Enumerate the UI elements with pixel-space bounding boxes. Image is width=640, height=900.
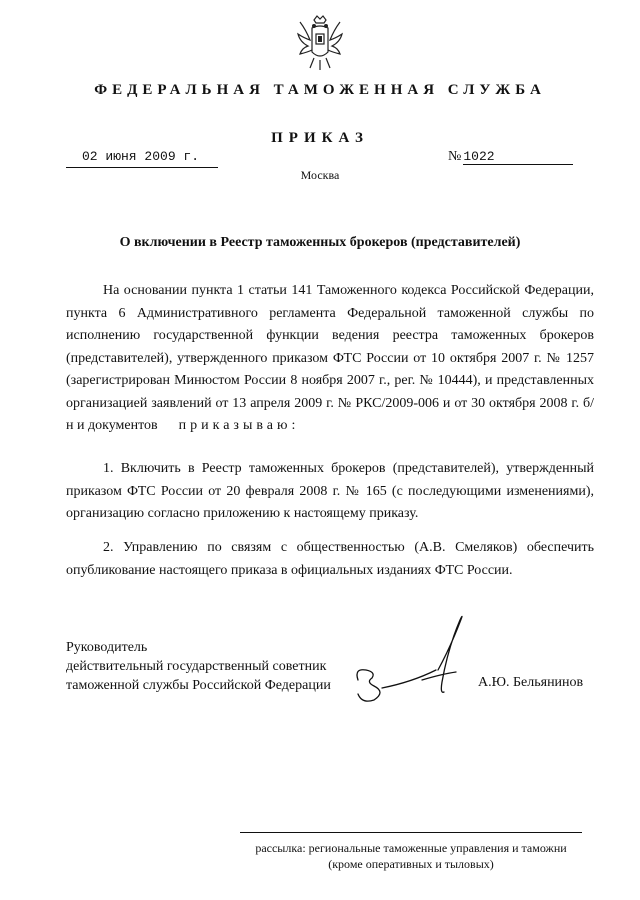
order-subject: О включении в Реестр таможенных брокеров (представителей) [119,235,521,250]
coat-of-arms-icon [288,14,352,72]
order-word: приказываю: [178,418,300,433]
distribution-line-1: рассылка: региональные таможенные управления и таможни [255,841,567,855]
signatory-title-line-3: таможенной службы Российской Федерации [66,678,331,693]
signer-name: А.Ю. Бельянинов [478,675,584,690]
order-item-2: 2. Управлению по связям с общественностью (А.В. Смеляков) обеспечить опубликование настоящего приказа в официальных изданиях ФТС России. [66,540,594,578]
order-number-field [448,149,594,168]
order-item-1: 1. Включить в Реестр таможенных брокеров (представителей), утвержденный приказом ФТС России от 20 февраля 2008 г. № 165 (с последующими изменениями), организацию согласно приложению к настоящему приказу. [66,461,594,521]
basis-text: На основании пункта 1 статьи 141 Таможенного кодекса Российской Федерации, пункта 6 Административного регламента Федеральной таможенной службы по исполнению государственной функции ведения реестра таможенных брокеров (представителей), утвержденного приказом ФТС России от 10 октября 2007 г. № 1257 (зарегистрирован Минюстом России 8 ноября 2007 г., рег. № 10444), и представленных организацией заявлений от 13 апреля 2009 г. № РКС/2009-006 и от 30 октября 2008 г. б/н и документов [66,283,594,433]
distribution-line-2: (кроме оперативных и тыловых) [328,857,494,871]
city-label: Москва [300,168,340,182]
signatory-title [66,638,366,695]
number-sign: № [448,149,462,164]
order-number: 1022 [463,149,573,165]
signatory-title-line-1: Руководитель [66,640,148,655]
order-date: 02 июня 2009 г. [66,149,218,168]
handwritten-signature [352,608,482,718]
distribution-note [240,840,582,872]
document-type-heading: ПРИКАЗ [271,130,369,146]
basis-paragraph [66,280,594,438]
distribution-divider [240,832,582,833]
signatory-title-line-2: действительный государственный советник [66,659,327,674]
agency-title: ФЕДЕРАЛЬНАЯ ТАМОЖЕННАЯ СЛУЖБА [94,82,546,98]
